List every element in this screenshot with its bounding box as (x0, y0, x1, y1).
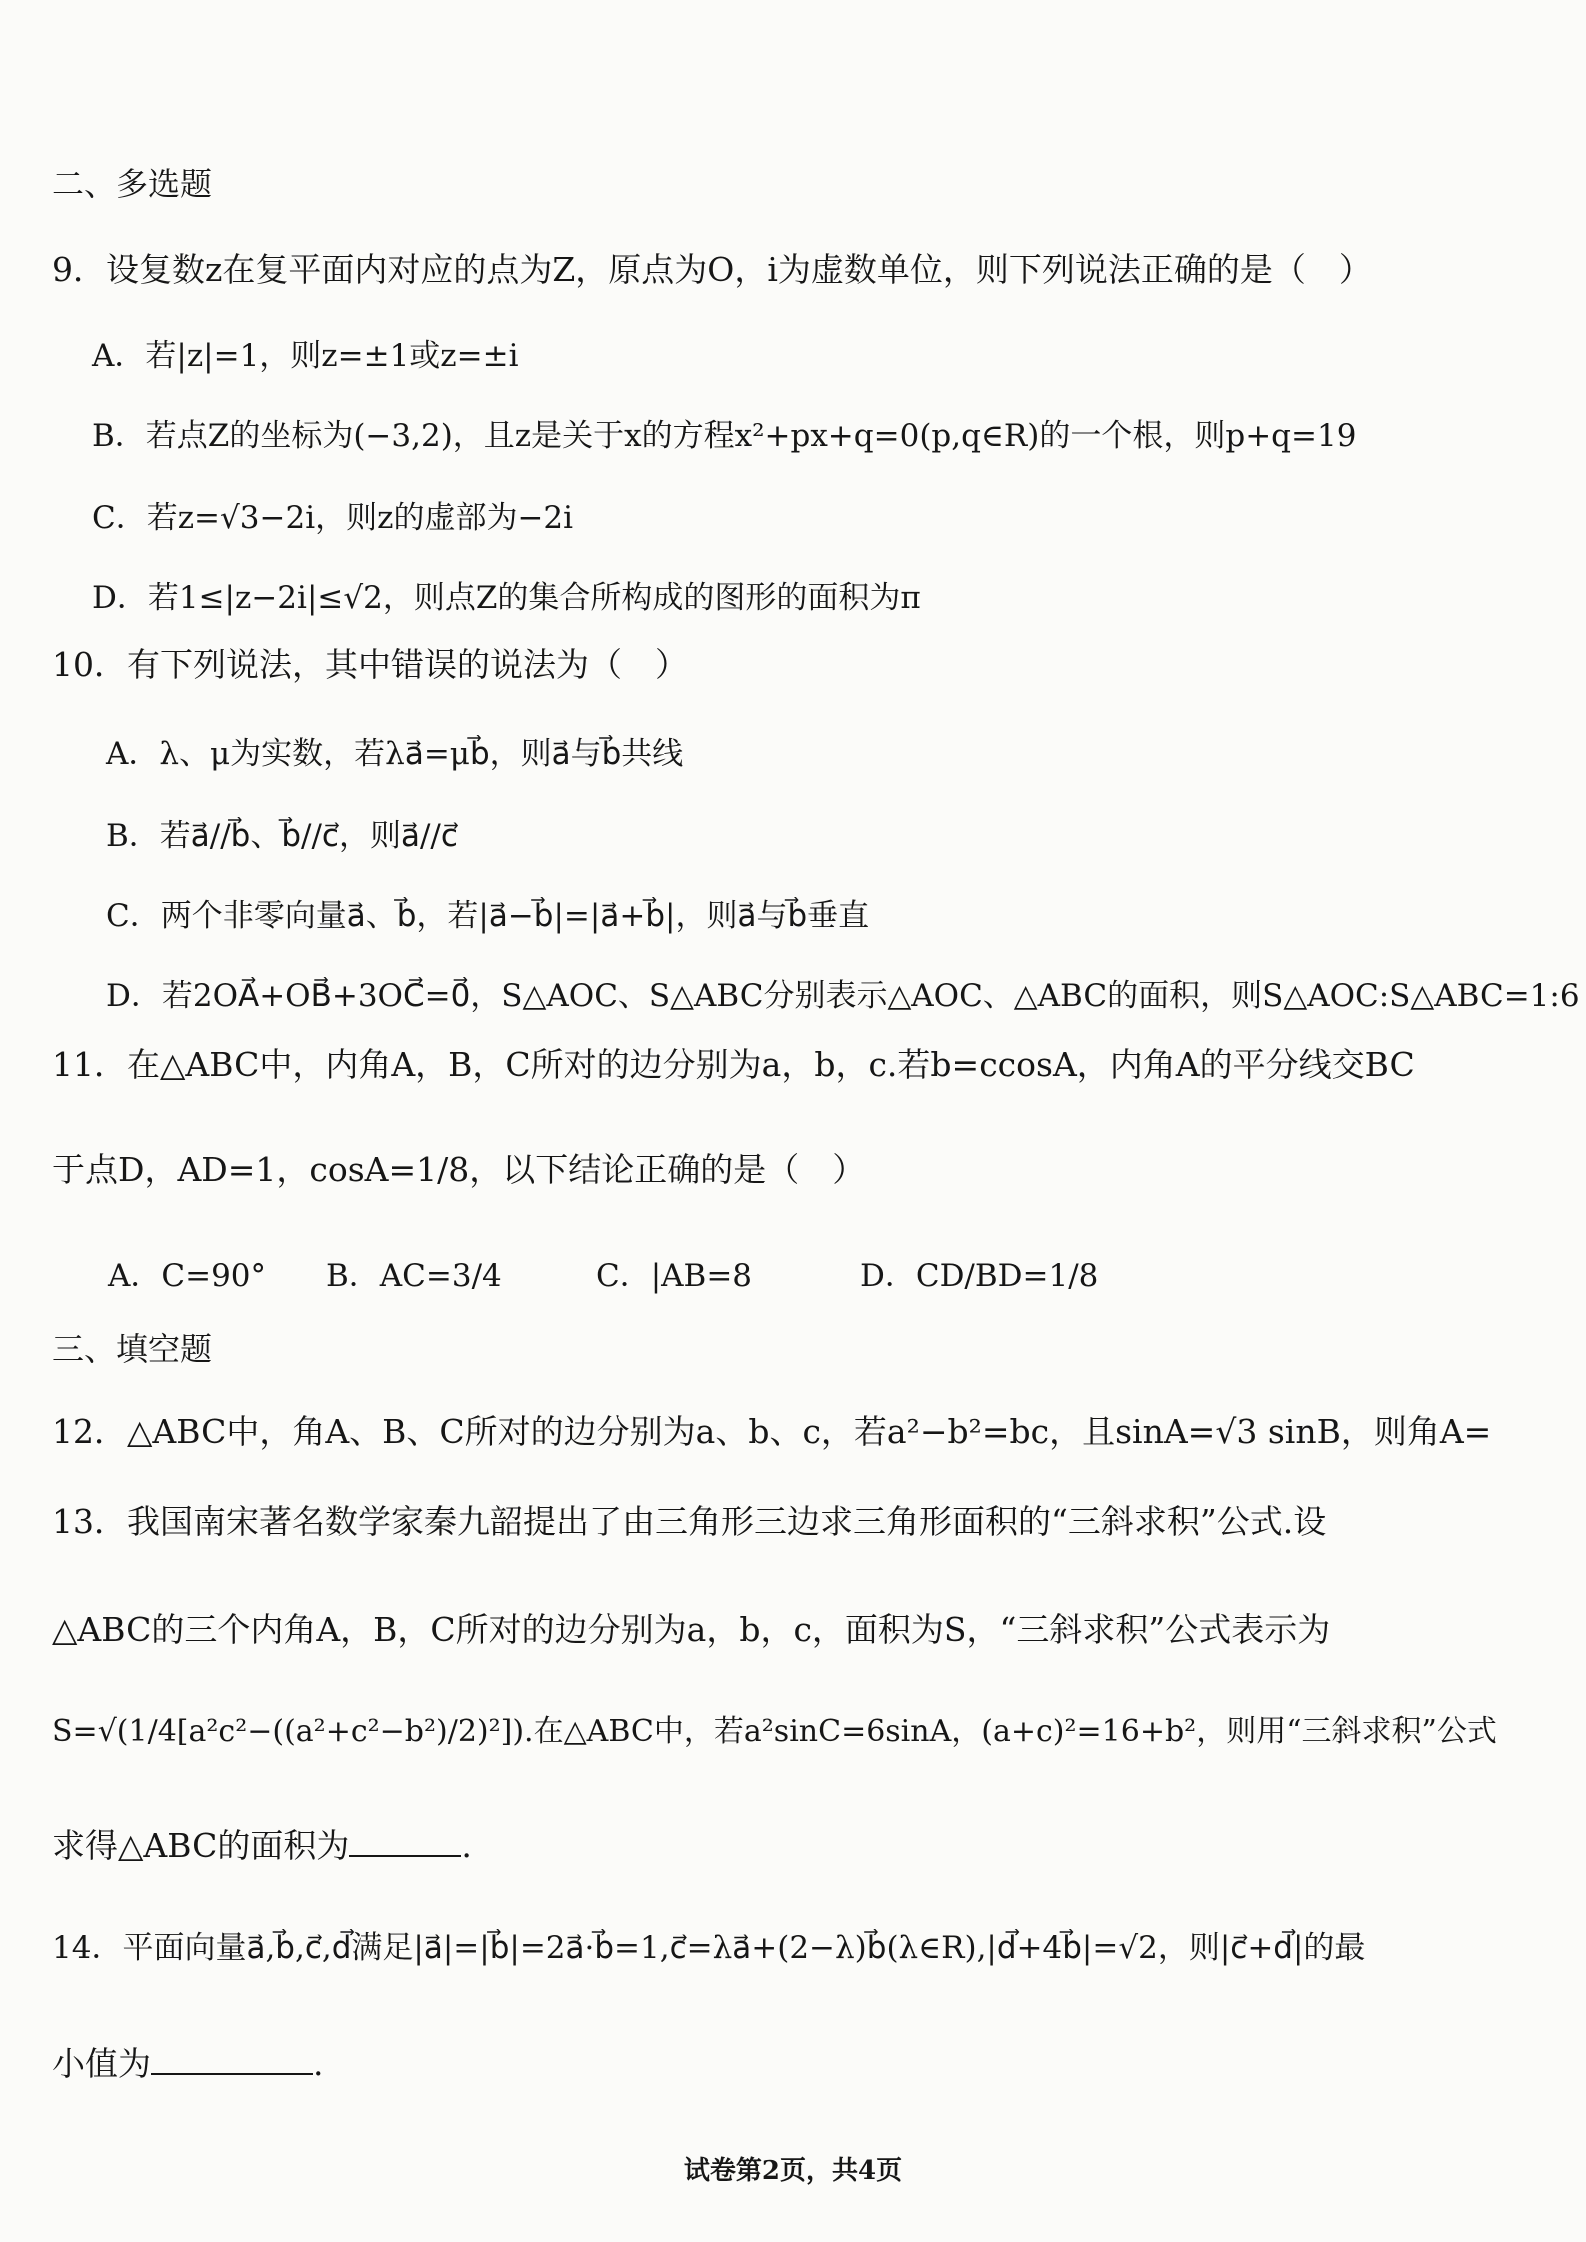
question-13-answer-prompt: 求得△ABC的面积为 (52, 1826, 350, 1865)
question-9-option-d: D．若1≤|z−2i|≤√2，则点Z的集合所构成的图形的面积为π (92, 580, 921, 616)
question-10-stem: 10．有下列说法，其中错误的说法为（ ） (52, 645, 688, 684)
question-9-stem: 9．设复数z在复平面内对应的点为Z，原点为O，i为虚数单位，则下列说法正确的是（ ） (52, 250, 1372, 289)
section-heading-fill-in: 三、填空题 (52, 1330, 213, 1368)
question-13-answer-blank[interactable] (349, 1822, 461, 1857)
question-12-text: 12．△ABC中，角A、B、C所对的边分别为a、b、c，若a²−b²=bc，且sinA=√3 sinB，则角A= (52, 1412, 1492, 1451)
question-9-option-a: A．若|z|=1，则z=±1或z=±i (92, 338, 519, 374)
question-14-line-1: 14．平面向量a⃗,b⃗,c⃗,d⃗满足|a⃗|=|b⃗|=2a⃗·b⃗=1,c⃗=λa⃗+(2−λ)b⃗(λ∈R),|d⃗+4b⃗|=√2，则|c⃗+d⃗|的最 (52, 1930, 1366, 1966)
question-14-period: . (313, 2044, 324, 2083)
question-13-line-3-formula: S=√(1/4[a²c²−((a²+c²−b²)/2)²]).在△ABC中，若a²sinC=6sinA，(a+c)²=16+b²，则用“三斜求积”公式 (52, 1714, 1497, 1749)
question-14-answer-prompt: 小值为 (52, 2044, 151, 2083)
question-13-line-4 (52, 1822, 472, 1866)
question-9-option-b: B．若点Z的坐标为(−3,2)，且z是关于x的方程x²+px+q=0(p,q∈R)的一个根，则p+q=19 (92, 418, 1357, 454)
question-13-line-1: 13．我国南宋著名数学家秦九韶提出了由三角形三边求三角形面积的“三斜求积”公式.设 (52, 1502, 1327, 1541)
question-9-option-c: C．若z=√3−2i，则z的虚部为−2i (92, 500, 574, 536)
question-11-option-c: C．|AB=8 (596, 1258, 753, 1294)
question-10-option-b: B．若a⃗//b⃗、b⃗//c⃗，则a⃗//c⃗ (106, 818, 458, 854)
question-13-line-2: △ABC的三个内角A，B，C所对的边分别为a，b，c，面积为S，“三斜求积”公式表示为 (52, 1610, 1331, 1649)
question-14-line-2 (52, 2040, 324, 2084)
question-11-stem-line-1: 11．在△ABC中，内角A，B，C所对的边分别为a，b，c.若b=ccosA，内角A的平分线交BC (52, 1045, 1415, 1084)
page-footer: 试卷第2页，共4页 (683, 2156, 903, 2186)
section-heading-multiple-choice: 二、多选题 (52, 165, 213, 203)
question-11-option-b: B．AC=3/4 (326, 1258, 502, 1294)
question-13-period: . (461, 1826, 472, 1865)
question-10-option-a: A．λ、μ为实数，若λa⃗=μb⃗，则a⃗与b⃗共线 (106, 736, 684, 772)
question-11-option-d: D．CD/BD=1/8 (860, 1258, 1099, 1294)
question-11-option-a: A．C=90° (108, 1258, 267, 1294)
question-14-answer-blank[interactable] (151, 2040, 313, 2075)
question-10-option-c: C．两个非零向量a⃗、b⃗，若|a⃗−b⃗|=|a⃗+b⃗|，则a⃗与b⃗垂直 (106, 898, 870, 934)
question-10-option-d: D．若2OA⃗+OB⃗+3OC⃗=0⃗，S△AOC、S△ABC分别表示△AOC、△ABC的面积，则S△AOC:S△ABC=1:6 (106, 978, 1580, 1014)
question-11-stem-line-2: 于点D，AD=1，cosA=1/8，以下结论正确的是（ ） (52, 1150, 866, 1189)
